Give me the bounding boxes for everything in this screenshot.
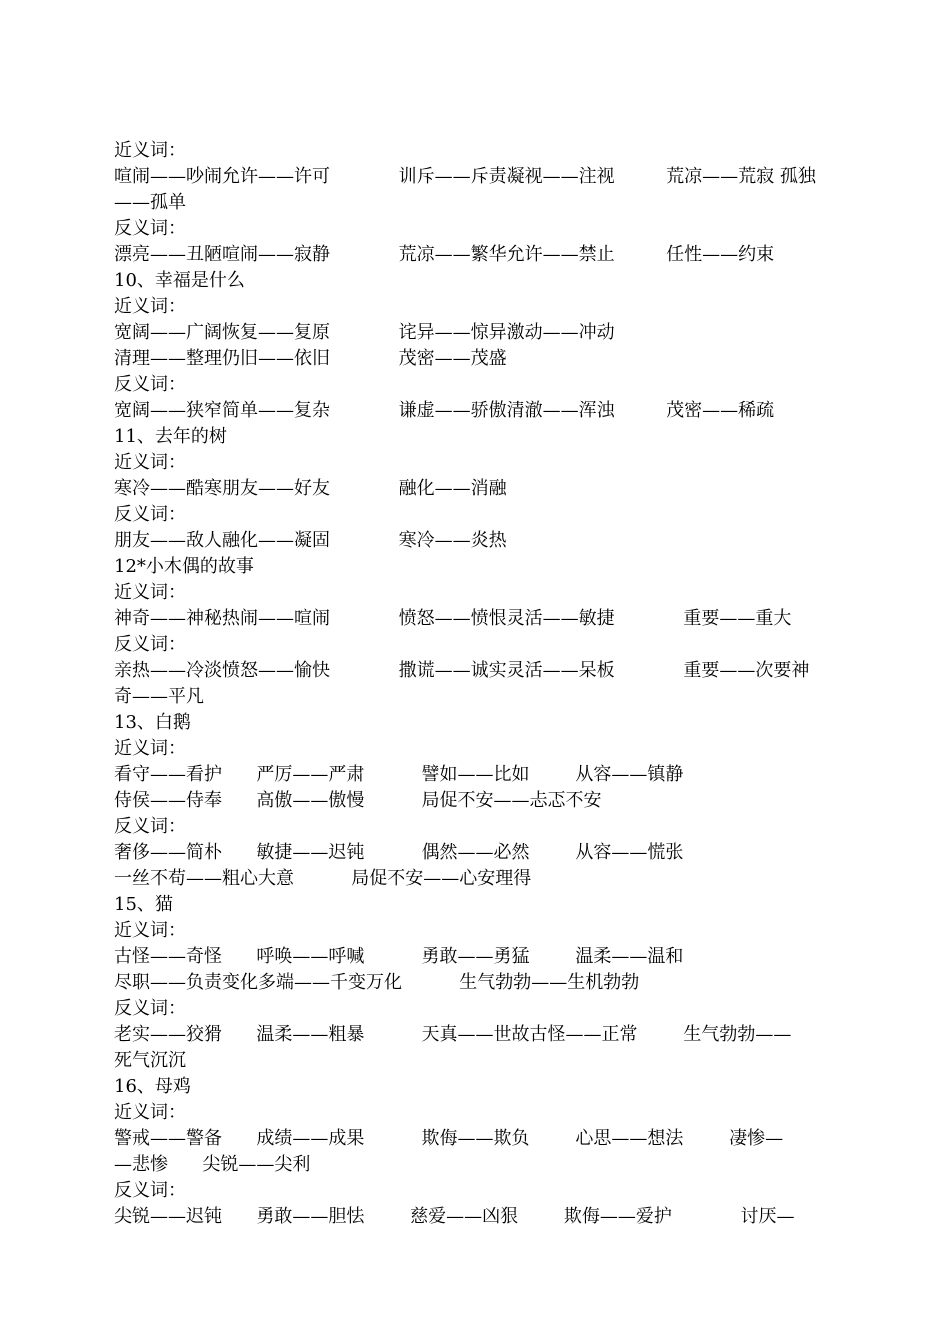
- text-line: 漂亮——丑陋喧闹——寂静 荒凉——繁华允许——禁止 任性——约束: [114, 244, 775, 265]
- text-line: 寒冷——酷寒朋友——好友 融化——消融: [114, 478, 507, 499]
- text-line: 老实——狡猾 温柔——粗暴 天真——世故古怪——正常 生气勃勃——: [114, 1024, 792, 1045]
- section-heading: 10、幸福是什么: [114, 270, 245, 291]
- text-line: 反义词：: [114, 634, 186, 655]
- section-heading: 15、猫: [114, 894, 173, 915]
- section-heading: 16、母鸡: [114, 1076, 191, 1097]
- text-line: 喧闹——吵闹允许——许可 训斥——斥责凝视——注视 荒凉——荒寂 孤独: [114, 166, 816, 187]
- text-line: 反义词：: [114, 1180, 186, 1201]
- text-line: 近义词：: [114, 1102, 186, 1123]
- text-line: 反义词：: [114, 504, 186, 525]
- section-heading: 12*小木偶的故事: [114, 556, 254, 577]
- text-line: 反义词：: [114, 998, 186, 1019]
- text-line: 近义词：: [114, 582, 186, 603]
- text-line: 警戒——警备 成绩——成果 欺侮——欺负 心思——想法 凄惨—: [114, 1128, 784, 1149]
- text-line: —悲惨 尖锐——尖利: [114, 1154, 311, 1175]
- text-line: 近义词：: [114, 140, 186, 161]
- text-line: 反义词：: [114, 218, 186, 239]
- text-line: 尖锐——迟钝 勇敢——胆怯 慈爱——凶狠 欺侮——爱护 讨厌—: [114, 1206, 795, 1227]
- text-line: 古怪——奇怪 呼唤——呼喊 勇敢——勇猛 温柔——温和: [114, 946, 684, 967]
- text-line: 奢侈——简朴 敏捷——迟钝 偶然——必然 从容——慌张: [114, 842, 684, 863]
- text-line: 侍侯——侍奉 高傲——傲慢 局促不安——忐忑不安: [114, 790, 602, 811]
- text-line: 近义词：: [114, 920, 186, 941]
- text-line: 清理——整理仍旧——依旧 茂密——茂盛: [114, 348, 507, 369]
- text-line: 神奇——神秘热闹——喧闹 愤怒——愤恨灵活——敏捷 重要——重大: [114, 608, 792, 629]
- section-heading: 11、去年的树: [114, 426, 227, 447]
- text-line: 近义词：: [114, 452, 186, 473]
- text-line: 反义词：: [114, 816, 186, 837]
- text-line: ——孤单: [114, 192, 186, 213]
- text-line: 亲热——冷淡愤怒——愉快 撒谎——诚实灵活——呆板 重要——次要神: [114, 660, 810, 681]
- text-line: 朋友——敌人融化——凝固 寒冷——炎热: [114, 530, 507, 551]
- text-line: 死气沉沉: [114, 1050, 186, 1071]
- text-line: 宽阔——广阔恢复——复原 诧异——惊异激动——冲动: [114, 322, 615, 343]
- text-line: 宽阔——狭窄简单——复杂 谦虚——骄傲清澈——浑浊 茂密——稀疏: [114, 400, 775, 421]
- text-line: 近义词：: [114, 296, 186, 317]
- text-line: 看守——看护 严厉——严肃 譬如——比如 从容——镇静: [114, 764, 684, 785]
- text-line: 奇——平凡: [114, 686, 204, 707]
- section-heading: 13、白鹅: [114, 712, 191, 733]
- text-line: 近义词：: [114, 738, 186, 759]
- text-line: 反义词：: [114, 374, 186, 395]
- text-line: 一丝不苟——粗心大意 局促不安——心安理得: [114, 868, 532, 889]
- text-line: 尽职——负责变化多端——千变万化 生气勃勃——生机勃勃: [114, 972, 640, 993]
